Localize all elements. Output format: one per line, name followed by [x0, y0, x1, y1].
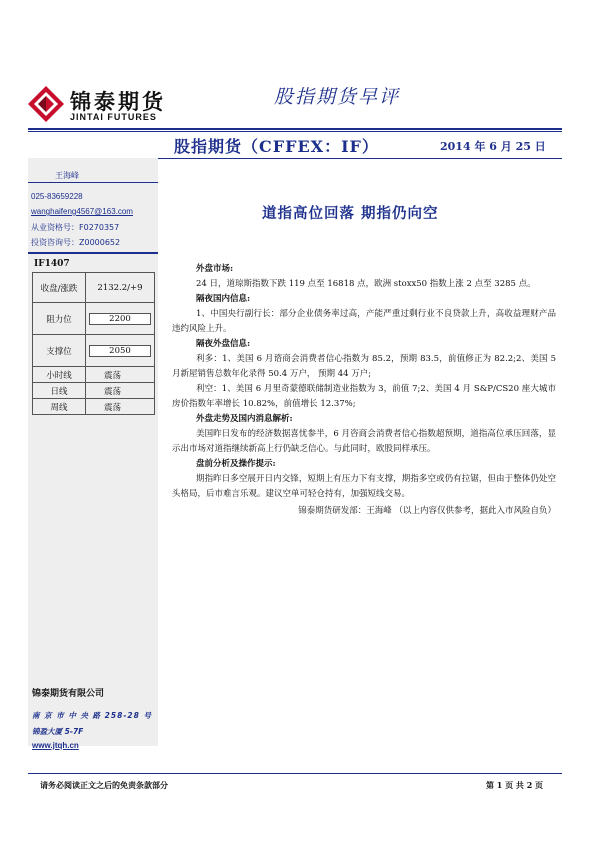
support-label: 支撑位	[33, 335, 86, 367]
day-label: 日线	[33, 383, 86, 399]
consulting-number: 投资咨询号：Z0000652	[31, 238, 121, 247]
license-number: 从业资格号：F0270357	[31, 223, 120, 232]
signature: 锦泰期货研发部：王海峰 （以上内容仅供参考，据此入市风险自负）	[298, 506, 556, 516]
hour-value: 震荡	[86, 367, 155, 383]
footer-rule	[28, 773, 562, 774]
hour-label: 小时线	[33, 367, 86, 383]
header-rule	[28, 128, 562, 130]
sidebar-rule	[28, 182, 158, 183]
company-name: 锦泰期货有限公司	[32, 689, 105, 699]
paragraph: 美国昨日发布的经济数据喜忧参半，6 月咨商会消费者信心指数超预期，道指高位承压回落，显示出市场对道指继续新高上行仍缺乏信心。与此同时，欧股同样承压。	[172, 429, 556, 454]
support-value: 2050	[89, 345, 151, 357]
author-name: 王海峰	[55, 171, 79, 180]
paragraph: 利空：1、美国 6 月里奇蒙德联储制造业指数为 3，前值 7;2、美国 4 月 S&P/CS20 座大城市房价指数年率增长 10.82%，前值增长 12.37%;	[172, 384, 556, 409]
disclaimer-note: 请务必阅读正文之后的免责条款部分	[40, 780, 168, 790]
company-website-link[interactable]: www.jtqh.cn	[32, 741, 79, 750]
report-title: 股指期货早评	[274, 86, 401, 108]
company-address: 南 京 市 中 央 路 258-28 号	[32, 711, 152, 720]
section-heading: 隔夜外盘信息:	[196, 339, 251, 349]
paragraph: 利多：1、美国 6 月谘商会消费者信心指数为 85.2，预期 83.5，前值修正为 82.2;2、美国 5 月新屋销售总数年化录得 50.4 万户， 预期 44 万户;	[172, 354, 556, 379]
section-heading: 盘前分析及操作提示:	[196, 459, 276, 469]
headline: 道指高位回落 期指仍向空	[262, 206, 439, 222]
page-number: 第 1 页 共 2 页	[486, 780, 544, 790]
jintai-logo-icon	[28, 86, 64, 122]
section-heading: 隔夜国内信息:	[196, 294, 251, 304]
week-value: 震荡	[86, 399, 155, 415]
title-rule	[158, 158, 562, 159]
logo-text-en: JINTAI FUTURES	[70, 112, 157, 122]
sidebar-rule-thick	[28, 252, 158, 254]
section-heading: 外盘市场:	[196, 264, 234, 274]
company-building: 锦盈大厦 5-7F	[32, 727, 84, 736]
day-value: 震荡	[86, 383, 155, 399]
author-phone: 025-83659228	[31, 192, 83, 201]
close-label: 收盘/涨跌	[33, 273, 86, 303]
paragraph: 期指昨日多空展开日内交锋，短期上有压力下有支撑，期指多空或仍有拉锯，但由于整体仍处空头格局，后市难言乐观。建议空单可轻仓持有，加强短线交易。	[172, 474, 556, 499]
close-value: 2132.2/+9	[86, 273, 155, 303]
author-email-link[interactable]: wanghaifeng4567@163.com	[31, 207, 133, 216]
report-body	[172, 262, 556, 519]
contract-code: IF1407	[34, 259, 70, 269]
logo-text-cn: 锦泰期货	[70, 90, 166, 114]
paragraph: 24 日，道琼斯指数下跌 119 点至 16818 点，欧洲 stoxx50 指数上涨 2 点至 3285 点。	[196, 279, 536, 289]
resistance-label: 阻力位	[33, 303, 86, 335]
week-label: 周线	[33, 399, 86, 415]
product-title: 股指期货（CFFEX：IF）	[174, 137, 379, 156]
resistance-value: 2200	[89, 313, 151, 325]
report-date: 2014 年 6 月 25 日	[440, 140, 546, 153]
quote-table	[32, 272, 155, 415]
section-heading: 外盘走势及国内消息解析:	[196, 414, 293, 424]
paragraph: 1、中国央行副行长：部分企业债务率过高，产能严重过剩行业不良贷款上升，高收益理财产品违约风险上升。	[172, 309, 556, 334]
header-rule-thin	[28, 131, 562, 132]
